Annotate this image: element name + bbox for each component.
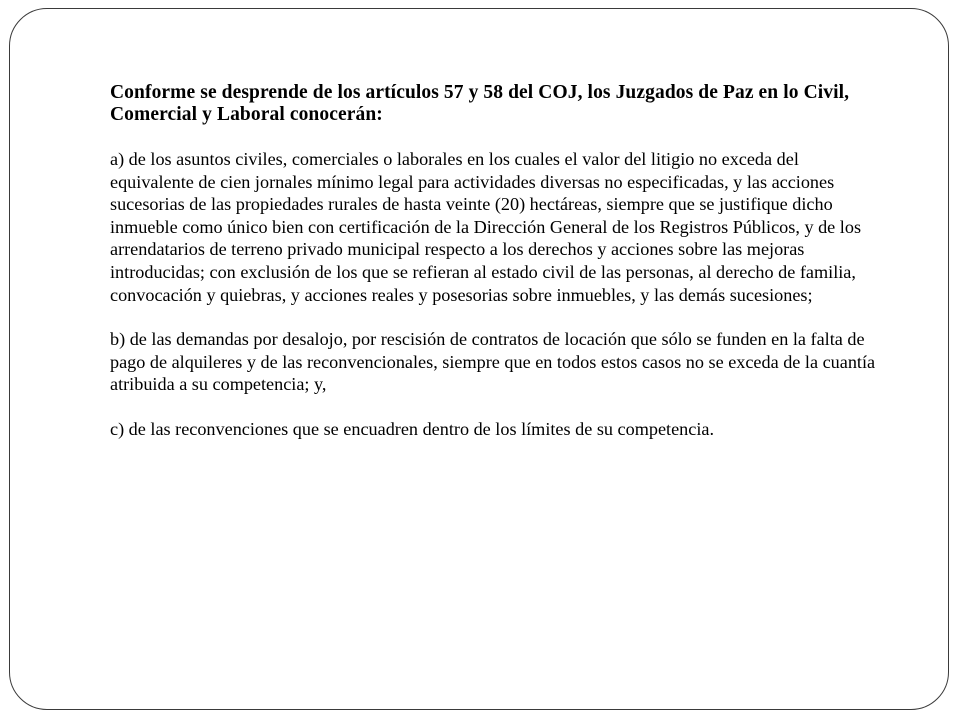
slide-content <box>110 82 882 441</box>
slide-heading: Conforme se desprende de los artículos 57 y 58 del COJ, los Juzgados de Paz en lo Civil, Comercial y Laboral conocerán: <box>110 82 850 125</box>
paragraph-item-b: b) de las demandas por desalojo, por rescisión de contratos de locación que sólo se funden en la falta de pago de alquileres y de las reconvencionales, siempre que en todos estos casos no se exceda de la cuantía atribuida a su competencia; y, <box>110 329 876 395</box>
slide-frame <box>9 8 949 710</box>
paragraph-item-a: a) de los asuntos civiles, comerciales o laborales en los cuales el valor del litigio no exceda del equivalente de cien jornales mínimo legal para actividades diversas no especificadas, y las acciones sucesorias de las propiedades rurales de hasta veinte (20) hectáreas, siempre que se justifique dicho inmueble como único bien con certificación de la Dirección General de los Registros Públicos, y de los arrendatarios de terreno privado municipal respecto a los derechos y acciones sobre las mejoras introducidas; con exclusión de los que se refieran al estado civil de las personas, al derecho de familia, convocación y quiebras, y acciones reales y posesorias sobre inmuebles, y las demás sucesiones; <box>110 149 862 305</box>
paragraph-item-c: c) de las reconvenciones que se encuadren dentro de los límites de su competencia. <box>110 418 714 439</box>
